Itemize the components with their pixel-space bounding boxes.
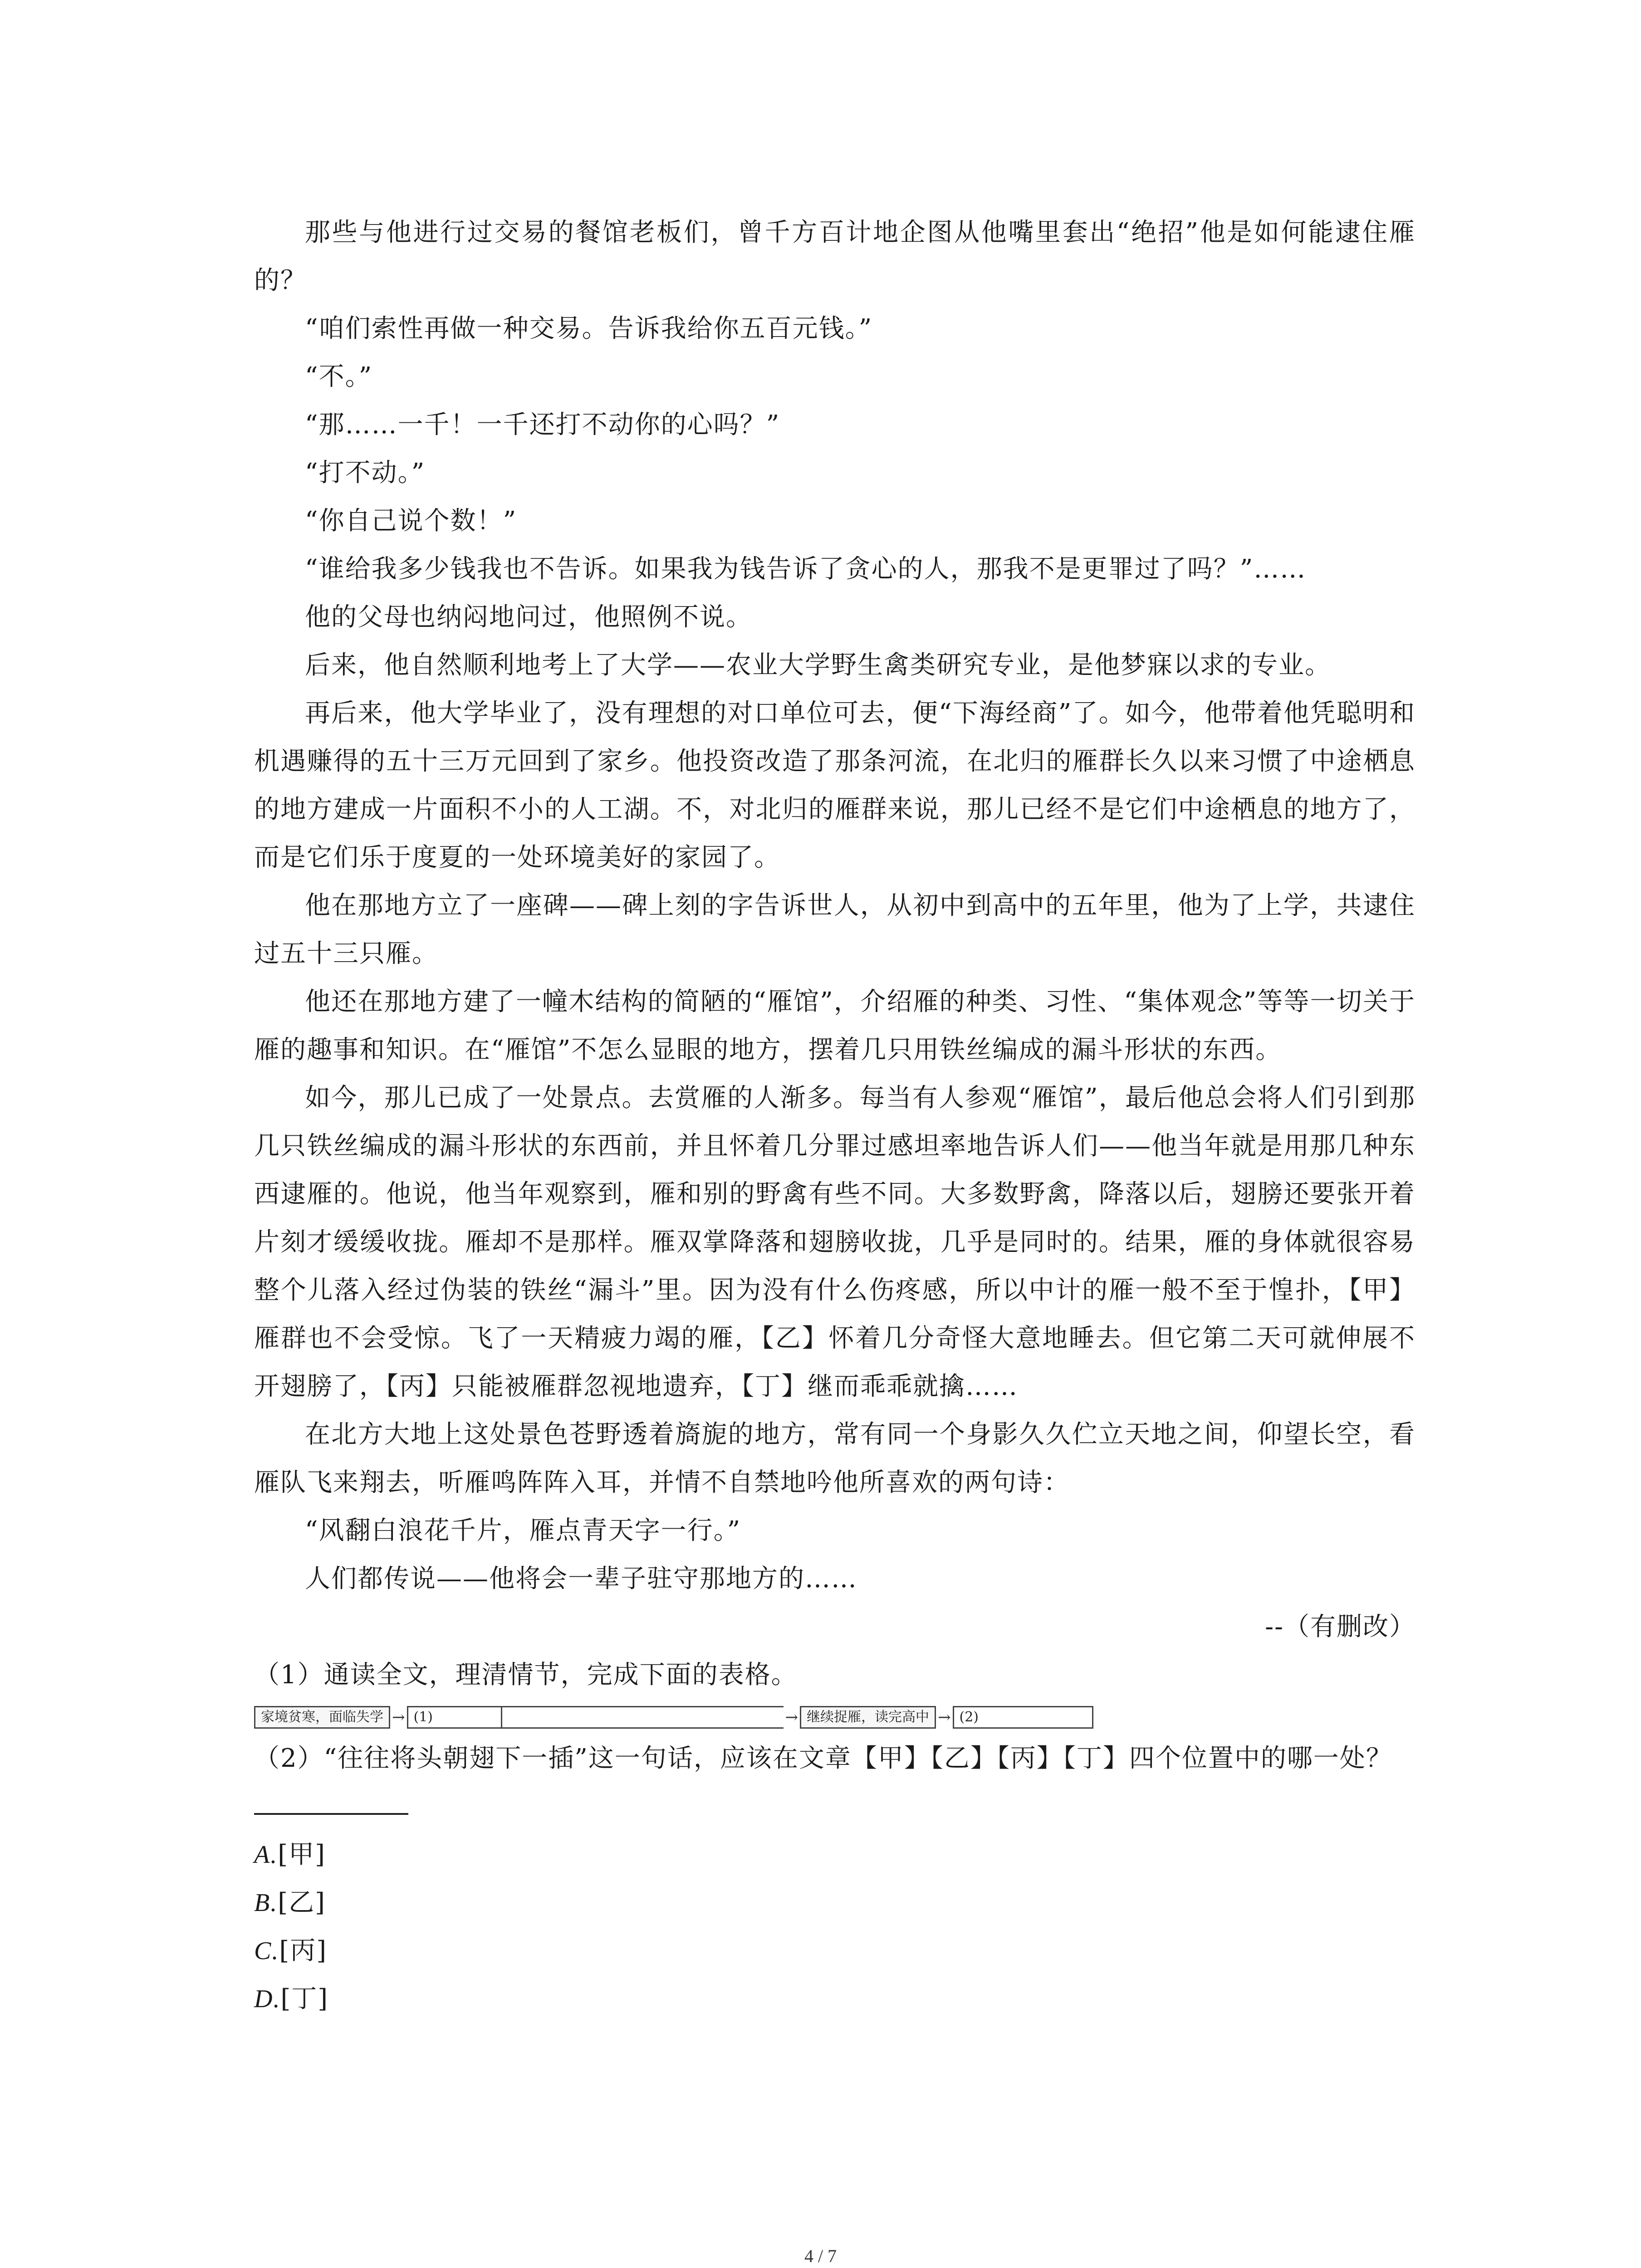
paragraph: 他还在那地方建了一幢木结构的简陋的“雁馆”，介绍雁的种类、习性、“集体观念”等等一切关于雁的趣事和知识。在“雁馆”不怎么显眼的地方，摆着几只用铁丝编成的漏斗形状的东西。 (254, 987, 1416, 1065)
paragraph: 再后来，他大学毕业了，没有理想的对口单位可去，便“下海经商”了。如今，他带着他凭聪明和机遇赚得的五十三万元回到了家乡。他投资改造了那条河流，在北归的雁群长久以来习惯了中途栖息的地方建成一片面积不小的人工湖。不，对北归的雁群来说，那儿已经不是它们中途栖息的地方了，而是它们乐于度夏的一处环境美好的家园了。 (254, 699, 1416, 872)
paragraph: “咱们索性再做一种交易。告诉我给你五百元钱。” (305, 314, 873, 343)
flow-step-3: 继续捉雁，读完高中 (800, 1706, 936, 1729)
paragraph: 他的父母也纳闷地问过，他照例不说。 (305, 602, 752, 632)
answer-blank[interactable] (254, 1790, 408, 1815)
option-b[interactable]: B.[乙] (254, 1888, 326, 1917)
option-d[interactable]: D.[丁] (254, 1984, 329, 2014)
paragraph: “打不动。” (305, 458, 426, 488)
arrow-right-icon: → (938, 1708, 951, 1726)
paragraph: “你自己说个数！” (305, 506, 517, 536)
page-number: 4 / 7 (804, 2246, 837, 2266)
flow-blank-1[interactable]: (1) (407, 1706, 502, 1729)
flow-answer-area-1[interactable] (502, 1706, 784, 1729)
paragraph: 在北方大地上这处景色苍野透着旖旎的地方，常有同一个身影久久伫立天地之间，仰望长空，看雁队飞来翔去，听雁鸣阵阵入耳，并情不自禁地吟他所喜欢的两句诗： (254, 1420, 1416, 1497)
paragraph: “那……一千！一千还打不动你的心吗？” (305, 410, 780, 440)
question-1-text: （1）通读全文，理清情节，完成下面的表格。 (254, 1660, 798, 1690)
poem-quote: “风翻白浪花千片，雁点青天字一行。” (305, 1516, 741, 1545)
source-note: --（有删改） (1265, 1612, 1416, 1642)
paragraph: 那些与他进行过交易的餐馆老板们，曾千方百计地企图从他嘴里套出“绝招”他是如何能逮住雁的？ (254, 218, 1416, 295)
paragraph: “谁给我多少钱我也不告诉。如果我为钱告诉了贪心的人，那我不是更罪过了吗？”…… (305, 554, 1307, 584)
question-2 (254, 1735, 1416, 2023)
arrow-right-icon: → (785, 1708, 798, 1726)
question-2-text: （2）“往往将头朝翅下一插”这一句话，应该在文章【甲】【乙】【丙】【丁】四个位置中的哪一处？ (254, 1735, 1416, 1831)
option-a[interactable]: A.[甲] (254, 1840, 326, 1869)
plot-flow-table (254, 1703, 1416, 1732)
paragraph: “不。” (305, 362, 373, 391)
paragraph: 如今，那儿已成了一处景点。去赏雁的人渐多。每当有人参观“雁馆”，最后他总会将人们引到那几只铁丝编成的漏斗形状的东西前，并且怀着几分罪过感坦率地告诉人们——他当年就是用那几种东西逮雁的。他说，他当年观察到，雁和别的野禽有些不同。大多数野禽，降落以后，翅膀还要张开着片刻才缓缓收拢。雁却不是那样。雁双掌降落和翅膀收拢，几乎是同时的。结果，雁的身体就很容易整个儿落入经过伪装的铁丝“漏斗”里。因为没有什么伤疼感，所以中计的雁一般不至于惶扑，【甲】雁群也不会受惊。飞了一天精疲力竭的雁，【乙】怀着几分奇怪大意地睡去。但它第二天可就伸展不开翅膀了，【丙】只能被雁群忽视地遗弃，【丁】继而乖乖就擒…… (254, 1083, 1416, 1401)
option-c[interactable]: C.[丙] (254, 1936, 328, 1965)
paragraph: 后来，他自然顺利地考上了大学——农业大学野生禽类研究专业，是他梦寐以求的专业。 (305, 650, 1331, 680)
question-1 (254, 1651, 1416, 1732)
flow-blank-2[interactable]: (2) (953, 1706, 1093, 1729)
document-page (254, 209, 1416, 2023)
article-body (254, 209, 1416, 1651)
arrow-right-icon: → (392, 1708, 405, 1726)
paragraph: 他在那地方立了一座碑——碑上刻的字告诉世人，从初中到高中的五年里，他为了上学，共逮住过五十三只雁。 (254, 891, 1416, 968)
flow-step-1: 家境贫寒，面临失学 (254, 1706, 390, 1729)
paragraph: 人们都传说——他将会一辈子驻守那地方的…… (305, 1564, 857, 1593)
